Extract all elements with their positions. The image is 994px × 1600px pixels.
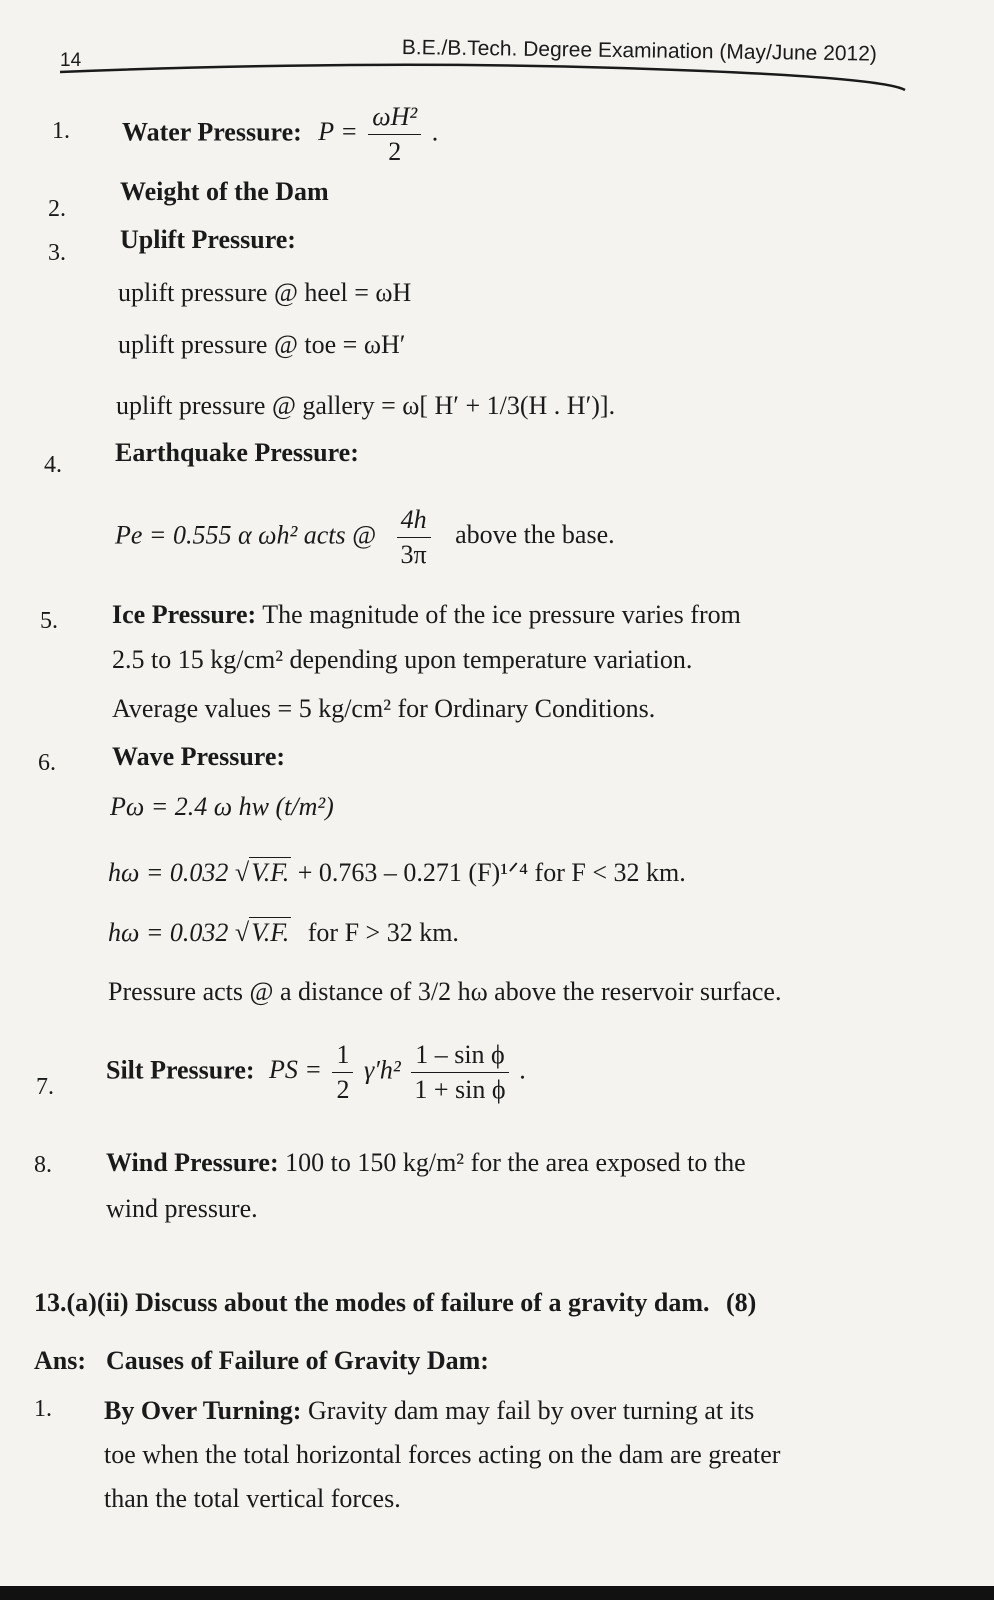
item-water-pressure	[122, 102, 438, 167]
numerator: 4h	[397, 505, 431, 538]
numerator: 1	[332, 1040, 353, 1073]
fraction	[368, 102, 421, 167]
item-number: 8.	[34, 1152, 52, 1178]
answer-label: Ans:	[34, 1346, 87, 1375]
formula-lhs: PS =	[269, 1055, 322, 1085]
item-label: Water Pressure:	[122, 117, 302, 147]
item-wind-pressure	[106, 1148, 746, 1178]
numerator: ωH²	[368, 102, 421, 135]
item-silt-pressure	[106, 1040, 526, 1105]
item-number: 1.	[52, 118, 70, 144]
ice-average: Average values = 5 kg/cm² for Ordinary Conditions.	[112, 694, 656, 723]
item-number: 5.	[40, 608, 58, 634]
wave-pressure-location: Pressure acts @ a distance of 3/2 hω above the reservoir surface.	[108, 977, 782, 1006]
item-label: Silt Pressure:	[106, 1055, 255, 1085]
wave-formula-3: hω = 0.032 √V.F. for F > 32 km.	[108, 918, 459, 947]
item-number: 7.	[36, 1074, 54, 1100]
question-text: 13.(a)(ii) Discuss about the modes of failure of a gravity dam. (8)	[34, 1288, 757, 1317]
formula-tail: for F > 32 km.	[307, 918, 459, 947]
denominator: 2	[388, 137, 402, 166]
formula-lhs: Pe = 0.555 α ωh² acts @	[115, 520, 377, 550]
formula-lhs: hω = 0.032	[108, 858, 229, 887]
formula-tail: above the base.	[455, 520, 615, 550]
denominator: 2	[336, 1075, 350, 1104]
page-bottom-edge	[0, 1586, 994, 1600]
formula-tail: .	[431, 117, 439, 147]
formula-tail: + 0.763 – 0.271 (F)¹ᐟ⁴ for F < 32 km.	[297, 858, 686, 887]
answer-point-1-line-2: toe when the total horizontal forces acting on the dam are greater	[104, 1440, 781, 1469]
question-marks: (8)	[725, 1288, 757, 1317]
fraction-sin	[411, 1040, 509, 1105]
item-uplift-pressure: Uplift Pressure:	[120, 225, 296, 254]
sqrt-term: V.F.	[251, 858, 290, 887]
item-earthquake-pressure: Earthquake Pressure:	[115, 438, 359, 467]
point-number: 1.	[34, 1396, 52, 1422]
item-label: Ice Pressure:	[112, 600, 257, 629]
item-label: Wind Pressure:	[106, 1148, 279, 1177]
sqrt-term: V.F.	[251, 918, 290, 947]
fraction-half	[332, 1040, 353, 1105]
point-label: By Over Turning:	[104, 1396, 302, 1425]
numerator: 1 – sin ϕ	[411, 1040, 509, 1073]
header-rule	[60, 60, 930, 94]
item-number: 2.	[48, 196, 66, 222]
item-number: 6.	[38, 750, 56, 776]
formula-lhs: P =	[318, 117, 358, 147]
fraction	[397, 505, 431, 570]
formula-tail: .	[519, 1055, 526, 1085]
item-text: The magnitude of the ice pressure varies from	[262, 600, 741, 629]
formula-lhs: hω = 0.032	[108, 918, 229, 947]
earthquake-formula	[115, 505, 615, 570]
uplift-heel: uplift pressure @ heel = ωH	[118, 278, 412, 307]
denominator: 1 + sin ϕ	[414, 1075, 506, 1104]
denominator: 3π	[400, 540, 427, 569]
point-text: Gravity dam may fail by over turning at its	[307, 1396, 755, 1425]
item-text: 100 to 150 kg/m² for the area exposed to the	[285, 1148, 746, 1177]
item-weight-of-dam: Weight of the Dam	[120, 177, 329, 206]
answer-heading: Causes of Failure of Gravity Dam:	[106, 1346, 489, 1375]
uplift-gallery: uplift pressure @ gallery = ω[ H′ + 1/3(H . H′)].	[116, 391, 616, 420]
answer-point-1	[104, 1396, 754, 1426]
page-number: 14	[60, 50, 82, 71]
formula-mid: γ′h²	[363, 1055, 401, 1085]
running-header: B.E./B.Tech. Degree Examination (May/June 2012)	[401, 36, 878, 66]
item-ice-pressure	[112, 600, 741, 630]
uplift-toe: uplift pressure @ toe = ωH′	[118, 330, 406, 359]
wave-formula-1: Pω = 2.4 ω hw (t/m²)	[110, 792, 334, 821]
item-number: 3.	[48, 240, 66, 266]
wind-text-line: wind pressure.	[106, 1194, 258, 1223]
item-number: 4.	[44, 452, 62, 478]
answer-point-1-line-3: than the total vertical forces.	[104, 1484, 401, 1513]
ice-text-line: 2.5 to 15 kg/cm² depending upon temperature variation.	[112, 645, 693, 674]
wave-formula-2: hω = 0.032 √V.F. + 0.763 – 0.271 (F)¹ᐟ⁴ for F < 32 km.	[108, 858, 686, 887]
item-wave-pressure: Wave Pressure:	[112, 742, 286, 771]
